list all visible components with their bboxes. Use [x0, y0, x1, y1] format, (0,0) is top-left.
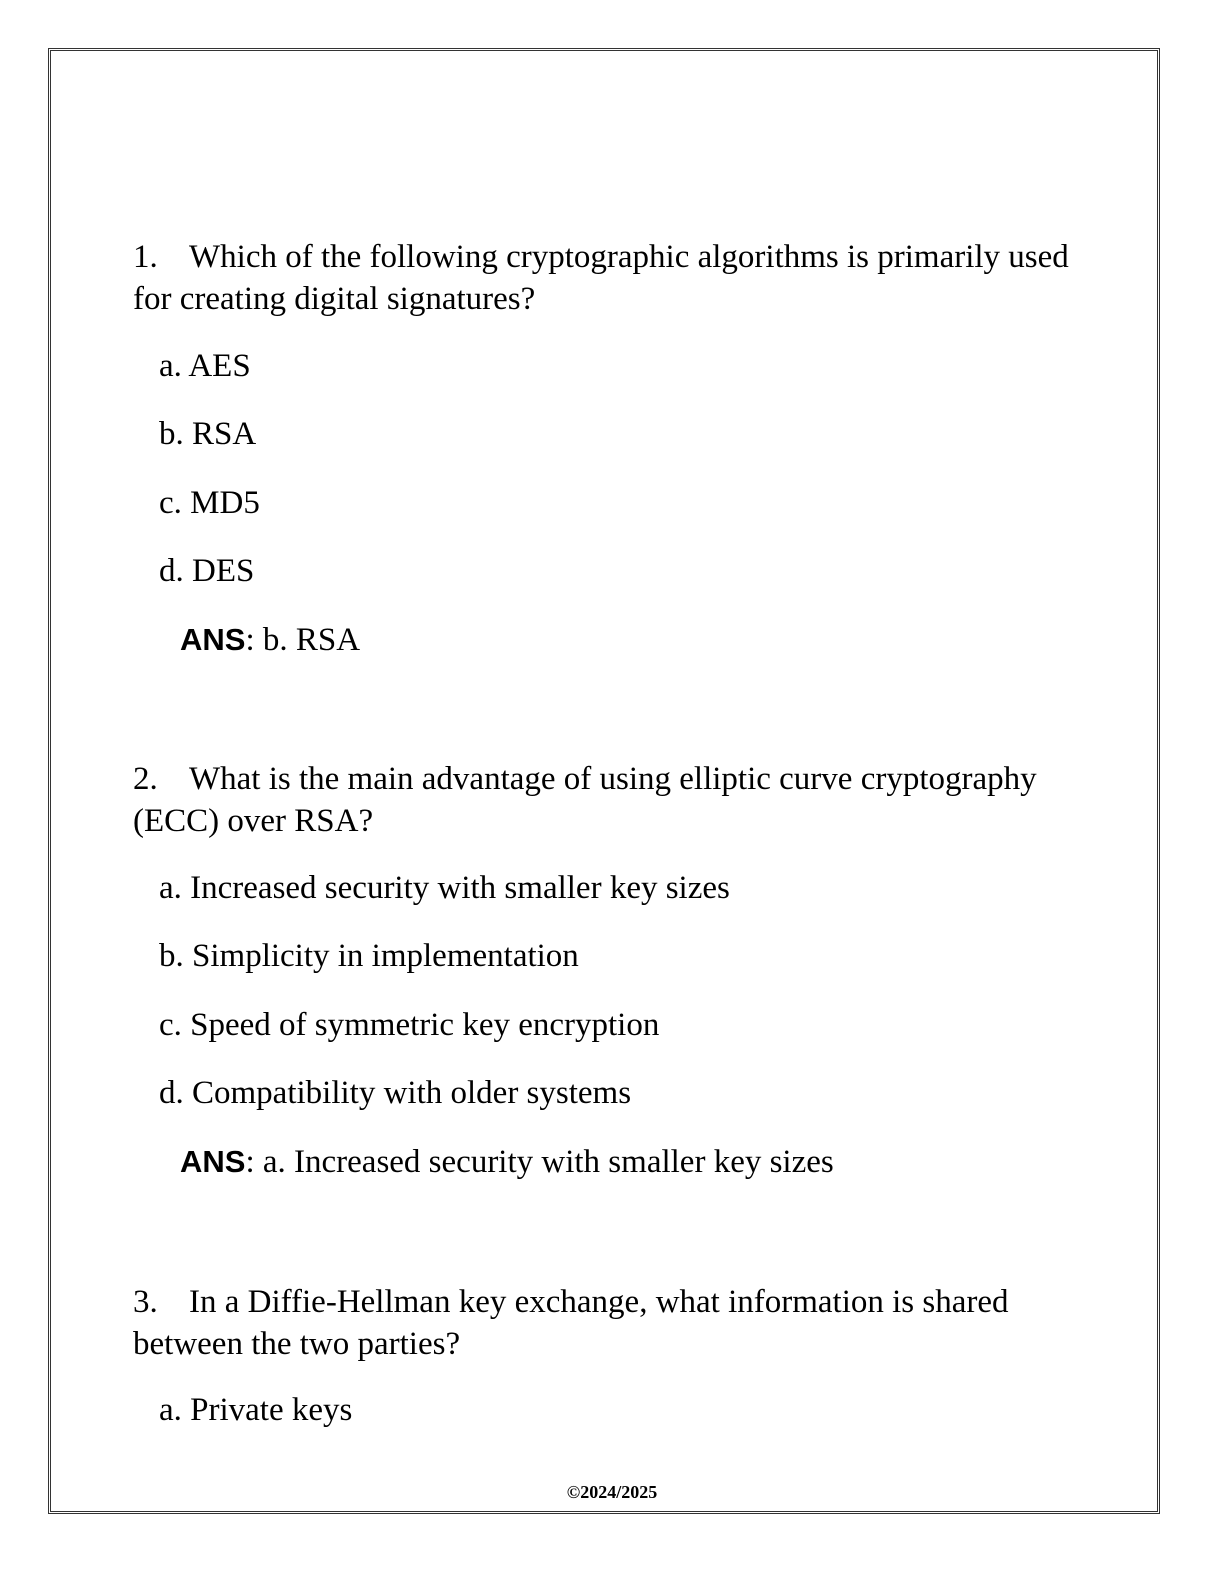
answer-label: ANS: [180, 1144, 246, 1179]
question-2-option-c: c. Speed of symmetric key encryption: [159, 1007, 660, 1043]
question-1-option-c: c. MD5: [159, 485, 260, 521]
answer-label: ANS: [180, 622, 246, 657]
question-3-text: In a Diffie-Hellman key exchange, what information is shared between the two parties?: [133, 1284, 1009, 1362]
question-1-text: Which of the following cryptographic algorithms is primarily used for creating digital signatures?: [133, 239, 1069, 317]
question-1-answer: [180, 620, 360, 660]
question-2-number: 2.: [133, 761, 158, 797]
question-2-text: What is the main advantage of using elliptic curve cryptography (ECC) over RSA?: [133, 761, 1037, 839]
question-1-number: 1.: [133, 239, 158, 275]
question-1-option-a: a. AES: [159, 348, 251, 384]
question-2-answer: [180, 1142, 834, 1182]
question-2-option-d: d. Compatibility with older systems: [159, 1075, 632, 1111]
question-1-option-d: d. DES: [159, 553, 255, 589]
answer-text: b. RSA: [254, 622, 361, 658]
question-3-option-a: a. Private keys: [159, 1392, 353, 1428]
question-3-number: 3.: [133, 1284, 158, 1320]
answer-text: a. Increased security with smaller key sizes: [254, 1144, 834, 1180]
question-1: [133, 236, 1093, 320]
answer-separator: :: [245, 1144, 255, 1180]
question-2-option-b: b. Simplicity in implementation: [159, 938, 579, 974]
question-2: [133, 758, 1093, 842]
answer-separator: :: [245, 622, 255, 658]
question-3: [133, 1281, 1093, 1365]
copyright-footer: ©2024/2025: [566, 1482, 658, 1502]
question-2-option-a: a. Increased security with smaller key sizes: [159, 870, 730, 906]
question-1-option-b: b. RSA: [159, 416, 257, 452]
